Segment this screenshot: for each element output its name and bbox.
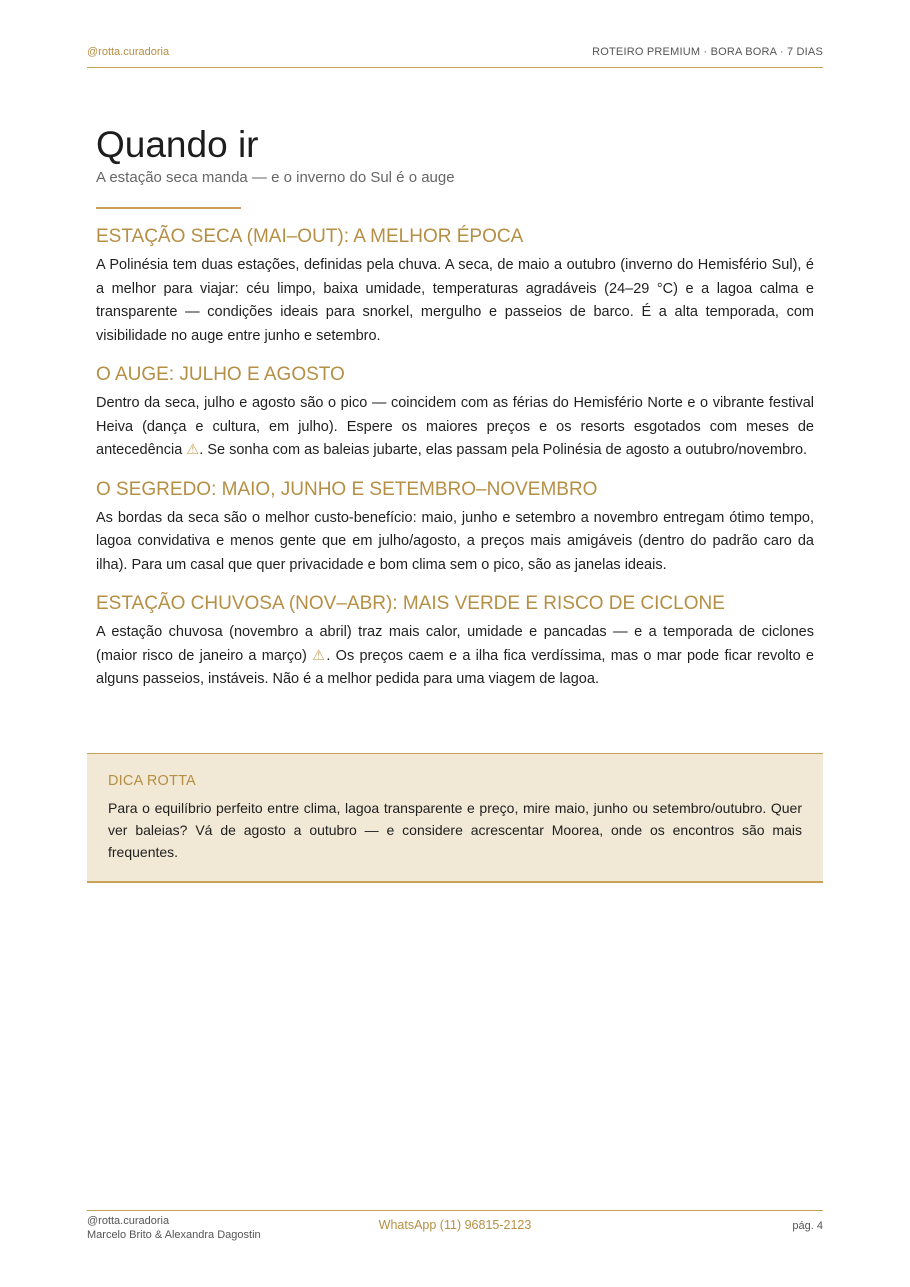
tip-text: Para o equilíbrio perfeito entre clima, lagoa transparente e preço, mire maio, junho ou setembro/outubro. Quer ver baleias? Vá de agosto a outubro — e considere acrescentar Moorea, onde os encontros são mais frequentes. [108, 800, 802, 860]
section-heading: ESTAÇÃO SECA (MAI–OUT): A MELHOR ÉPOCA [96, 226, 524, 247]
section-heading: O AUGE: JULHO E AGOSTO [96, 364, 345, 385]
section-text-part: A estação chuvosa (novembro a abril) traz mais calor, umidade e pancadas — e a temporada de ciclones (maior risco de janeiro a março) [96, 624, 814, 664]
section-text-part: . Os preços caem e a ilha fica verdíssima, mas o mar pode ficar revolto e alguns passeios, instáveis. Não é a melhor pedida para uma viagem de lagoa. [96, 647, 814, 687]
title-divider [96, 207, 241, 209]
footer-whatsapp: WhatsApp (11) 96815-2123 [378, 1218, 532, 1232]
tip-box [87, 753, 823, 883]
section-text-part: . Se sonha com as baleias jubarte, elas passam pela Polinésia de agosto a outubro/novembro. [199, 442, 808, 458]
warning-icon: ⚠ [312, 647, 327, 664]
header-handle: @rotta.curadoria [87, 46, 170, 58]
section-dry-season [96, 225, 814, 348]
footer-handle: @rotta.curadoria [87, 1215, 170, 1227]
content [96, 225, 814, 707]
page-header [87, 46, 823, 68]
section-text: A Polinésia tem duas estações, definidas pela chuva. A seca, de maio a outubro (inverno do Hemisfério Sul), é a melhor para viajar: céu limpo, baixa umidade, temperaturas agradáveis (24–29 °C) e a lagoa calma e transparente — condições ideais para snorkel, mergulho e passeios de barco. É a alta temporada, com visibilidade no auge entre junho e setembro. [96, 257, 814, 344]
page-subtitle: A estação seca manda — e o inverno do Sul é o auge [96, 169, 455, 186]
footer-page-number: pág. 4 [792, 1220, 823, 1232]
page-footer [87, 1210, 823, 1243]
section-text-part: Dentro da seca, julho e agosto são o pico — coincidem com as férias do Hemisfério Norte e o vibrante festival Heiva (dança e cultura, em julho). Espere os maiores preços e os resorts esgotados com meses de antecedência [96, 395, 814, 458]
section-heading: ESTAÇÃO CHUVOSA (NOV–ABR): MAIS VERDE E RISCO DE CICLONE [96, 593, 725, 614]
section-rainy-season [96, 592, 814, 692]
section-secret [96, 478, 814, 578]
section-text: As bordas da seca são o melhor custo-benefício: maio, junho e setembro a novembro entregam ótimo tempo, lagoa convidativa e menos gente que em julho/agosto, a preços mais amigáveis (dentro do padrão caro da ilha). Para um casal que quer privacidade e bom clima sem o pico, são as janelas ideais. [96, 509, 814, 573]
section-text [96, 392, 814, 463]
warning-icon: ⚠ [186, 442, 200, 458]
header-doc-label: ROTEIRO PREMIUM · BORA BORA · 7 DIAS [592, 46, 823, 58]
section-peak [96, 363, 814, 463]
section-heading: O SEGREDO: MAIO, JUNHO E SETEMBRO–NOVEMBRO [96, 478, 598, 500]
footer-authors: Marcelo Brito & Alexandra Dagostin [87, 1229, 261, 1241]
page-title: Quando ir [96, 124, 259, 165]
tip-title: DICA ROTTA [108, 773, 196, 789]
section-text [96, 621, 814, 692]
title-block [96, 124, 816, 188]
